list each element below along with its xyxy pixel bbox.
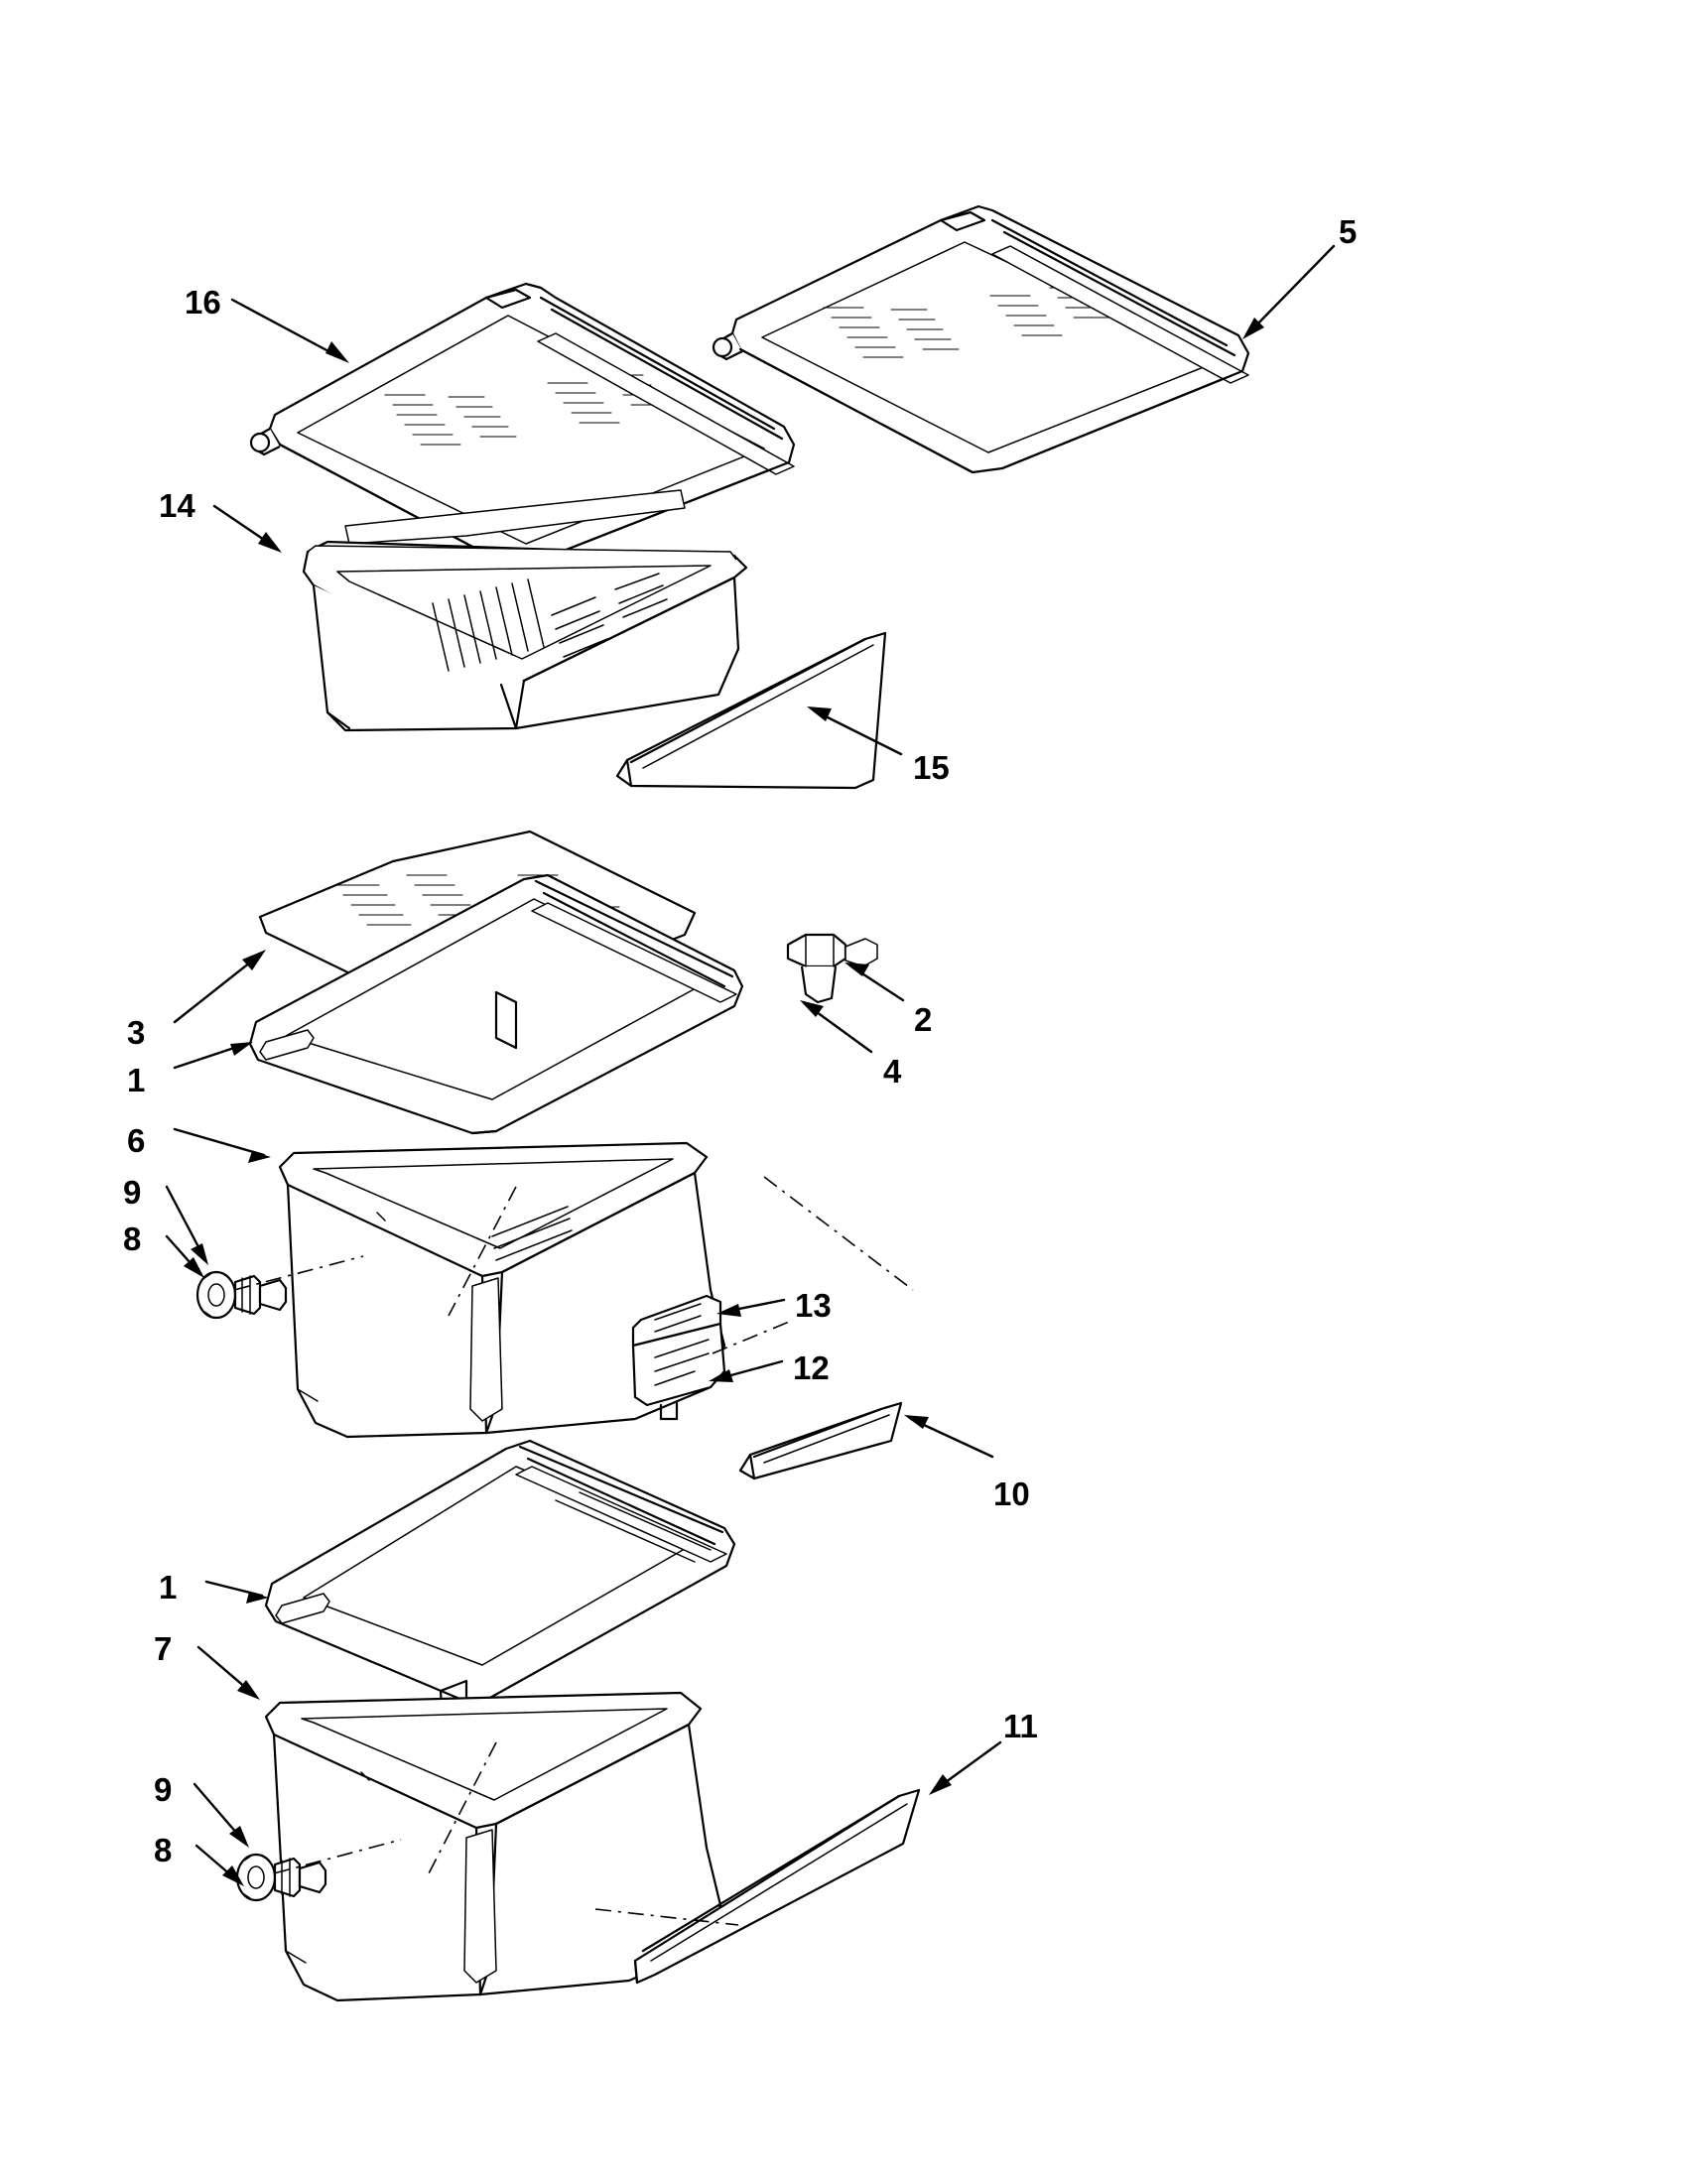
- callout-6[interactable]: 6: [127, 1122, 146, 1159]
- callout-11[interactable]: 11: [1003, 1708, 1038, 1744]
- upper-left-glass-shelf[interactable]: [251, 284, 794, 566]
- deli-drawer[interactable]: [304, 542, 746, 730]
- crisper-trim-upper[interactable]: [740, 1403, 901, 1478]
- callout-15[interactable]: 15: [913, 749, 950, 786]
- callout-8-upper[interactable]: 8: [123, 1220, 142, 1257]
- callout-14[interactable]: 14: [159, 487, 195, 524]
- roller-axle-upper[interactable]: [235, 1276, 286, 1314]
- callout-4[interactable]: 4: [883, 1053, 902, 1090]
- roller-axle-lower[interactable]: [275, 1859, 325, 1896]
- callout-1-lower[interactable]: 1: [159, 1569, 178, 1606]
- callout-8-lower[interactable]: 8: [154, 1832, 173, 1868]
- roller-lower[interactable]: [237, 1855, 275, 1900]
- callout-13[interactable]: 13: [795, 1287, 832, 1324]
- callout-16[interactable]: 16: [185, 284, 221, 321]
- callout-5[interactable]: 5: [1339, 213, 1358, 250]
- crisper-trim-lower[interactable]: [635, 1790, 919, 1983]
- callout-10[interactable]: 10: [993, 1476, 1030, 1512]
- callout-9-lower[interactable]: 9: [154, 1771, 173, 1808]
- callout-7[interactable]: 7: [154, 1630, 173, 1667]
- roller-upper[interactable]: [197, 1272, 235, 1318]
- deli-drawer-trim[interactable]: [617, 633, 885, 788]
- crisper-frame-lower[interactable]: [266, 1441, 734, 1727]
- upper-right-glass-shelf[interactable]: [714, 206, 1248, 472]
- callout-3[interactable]: 3: [127, 1014, 146, 1051]
- callout-2[interactable]: 2: [914, 1001, 933, 1038]
- callout-12[interactable]: 12: [793, 1349, 830, 1386]
- callout-1-upper[interactable]: 1: [127, 1062, 146, 1098]
- callout-9-upper[interactable]: 9: [123, 1174, 142, 1211]
